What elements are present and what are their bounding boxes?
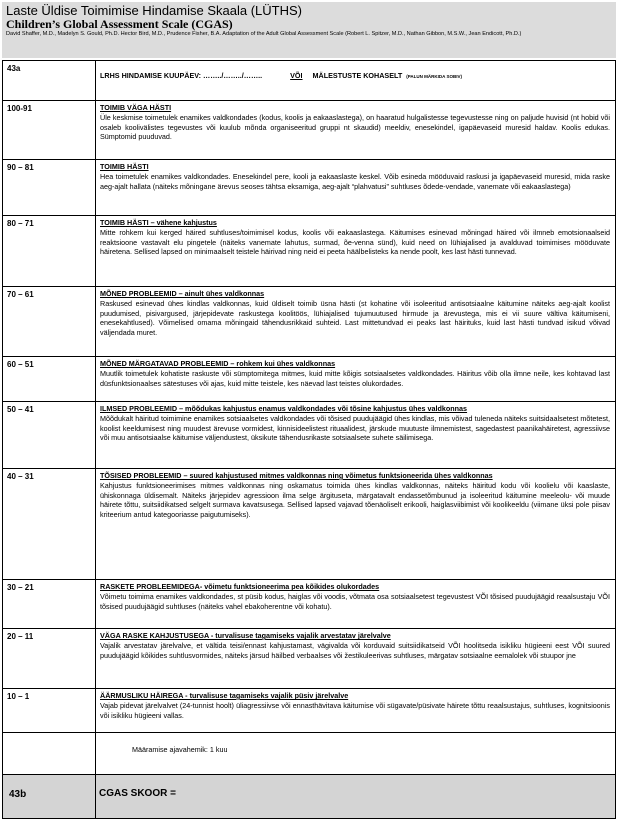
level-description: Üle keskmise toimetulek enamikes valdkondades (kodus, koolis ja eakaaslastega), on haaratud hulgalistesse tegevustesse ning on paljude huvisid (nt hobid või osaleb koolivälistes tegevustes või kuulub mõnda organiseeritud gruppi nt skaudid) meeldiv, enesekindel, igapäevaseid muresid haldav. Koolis edukas. Sümptomid puuduvad. bbox=[100, 113, 610, 141]
level-heading: MÕNED MÄRGATAVAD PROBLEEMID – rohkem kui ühes valdkonnas bbox=[100, 359, 336, 368]
cgas-scale-table bbox=[2, 60, 616, 819]
scale-row-50-41 bbox=[3, 402, 616, 469]
assessment-date-cell[interactable] bbox=[96, 61, 616, 101]
form-header bbox=[2, 2, 616, 58]
scale-row-100-91 bbox=[3, 101, 616, 160]
row-code: 43b bbox=[3, 775, 96, 819]
empty-code-cell bbox=[3, 733, 96, 775]
cgas-score-field[interactable]: CGAS SKOOR = bbox=[96, 775, 616, 819]
level-description: Hea toimetulek enamikes valdkondades. Enesekindel pere, kooli ja eakaaslaste keskel. Võib esineda mööduvaid raskusi ja igapäevaseid muresid, mida raske aeg-ajalt hallata (näiteks mõningane ärevus seoses tähtsa eksamiga, aeg-ajalt “plahvatusi” suhtluses õdede-vendade, vanemate või eakaaslastega) bbox=[100, 172, 610, 191]
row-43b bbox=[3, 775, 616, 819]
scale-row-20-11 bbox=[3, 629, 616, 689]
score-range: 100-91 bbox=[3, 101, 96, 160]
recall-note: (PALUN MÄRKIDA SOBIV) bbox=[406, 74, 462, 79]
or-label: VÕI bbox=[290, 71, 303, 80]
scale-row-60-51 bbox=[3, 357, 616, 402]
score-range: 70 – 61 bbox=[3, 287, 96, 357]
level-heading: ÄÄRMUSLIKU HÄIREGA - turvalisuse tagamiseks vajalik püsiv järelvalve bbox=[100, 691, 349, 700]
level-heading: TOIMIB HÄSTI bbox=[100, 162, 149, 171]
scale-row-70-61 bbox=[3, 287, 616, 357]
level-heading: VÄGA RASKE KAHJUSTUSEGA - turvalisuse tagamiseks vajalik arvestatav järelvalve bbox=[100, 631, 391, 640]
duration-row bbox=[3, 733, 616, 775]
level-heading: TOIMIB VÄGA HÄSTI bbox=[100, 103, 172, 112]
score-range: 40 – 31 bbox=[3, 469, 96, 580]
level-description: Mitte rohkem kui kerged häired suhtluses/toimimisel kodus, koolis või eakaaslastega. Käitumises esinevad mõningad häired või ilmneb emotsionaalseid reaktsioone vastavalt elu pingetele (näiteks vanemate lahutus, surmad, õe-venna sünd), kuid need on lühiajalised ja avalduvad toimimises mööduvate häiretena. Sellised lapsed on minimaalselt teistele häirivad ning neid ei peeta häälbelistеks ka nende poolt, kes last hästi tunnevad. bbox=[100, 228, 610, 256]
scale-row-90-81 bbox=[3, 160, 616, 216]
level-heading: TÕSISED PROBLEEMID – suured kahjustused mitmes valdkonnas ning võimetus funktsioneerida ühes valdkonnas bbox=[100, 471, 493, 480]
level-description: Vajab pidevat järelvalvet (24-tunnist hoolt) üliagressiivse või ennasthävitava käitumise või sügavate/püsivate häirete tõttu reaalsustajus, suhtluses, kognitsioonis või isikliku hügieeni vallas. bbox=[100, 701, 610, 720]
score-range: 60 – 51 bbox=[3, 357, 96, 402]
score-range: 10 – 1 bbox=[3, 689, 96, 733]
score-range: 30 – 21 bbox=[3, 580, 96, 629]
scale-row-80-71 bbox=[3, 216, 616, 287]
assessment-date-label: LRHS HINDAMISE KUUPÄEV: ……../……../…….. bbox=[100, 71, 263, 80]
score-range: 80 – 71 bbox=[3, 216, 96, 287]
level-description: Muutlik toimetulek kohatiste raskuste või sümptomitega mitmes, kuid mitte kõigis sotsiaalsetes valdkondades. Häiritus võib olla ilmne neile, kes kohtavad last düsfunktsionaalses sätestuses või ajas, kuid mitte teistele, kes näevad last teistes olukordades. bbox=[100, 369, 610, 388]
row-code: 43a bbox=[3, 61, 96, 101]
level-description: Kahjustus funktsioneerimises mitmes valdkonnas ning oskamatus toimida ühes kindlas valdkonnas, näiteks häiritud kodu või koolielu või kaaslaste, ühiskonnaga üldisemalt. Näiteks järjepidev agressioon ilma selge ärgituseta, märgatavalt endassetõmbunud ja isoleeritud käitumine meeleolu- või muude häirete tõttu, suitsiidikatsed selgelt surmava kavatsusega. Sellised lapsed vajavad tõenäoliselt erikooli, haiglasviibimist või koolikeeldu (viimane üksi pole piisav kriteerium antud kategooriasse paigutumiseks). bbox=[100, 481, 610, 519]
level-heading: MÕNED PROBLEEMID – ainult ühes valdkonnas bbox=[100, 289, 265, 298]
scale-row-40-31 bbox=[3, 469, 616, 580]
level-heading: ILMSED PROBLEEMID – mõõdukas kahjustus enamus valdkondades või tõsine kahjustus ühes valdkonnas bbox=[100, 404, 468, 413]
level-heading: RASKETE PROBLEEMIDEGA- võimetu funktsioneerima pea kõikides olukordades bbox=[100, 582, 380, 591]
level-description: Vajalik arvestatav järelvalve, et vältida teisi/ennast kahjustamast, vägivalda või korduvaid suitsiidikatseid VÕI hoolitseda isikliku hügieeni eest VÕI suured puudujäägid kõikides suhtlusvormides, näiteks järsud häilbed verbaalses või žestikuleerivas suhtluses, märgatav sotsiaalne eemalolek või stuupor jne bbox=[100, 641, 610, 660]
form-title: Laste Üldise Toimimise Hindamise Skaala (LÜTHS) bbox=[6, 3, 302, 18]
authors-line: David Shaffer, M.D., Madelyn S. Gould, Ph.D. Hector Bird, M.D., Prudence Fisher, B.A. Adaptation of the Adult Global Assessment Scale (Robert L. Spitzer, M.D., Nathan Gibbon, M.S.W., Jean Endicott, Ph.D.) bbox=[6, 31, 522, 37]
row-43a bbox=[3, 61, 616, 101]
level-description: Võimetu toimima enamikes valdkondades, st püsib kodus, haiglas või voodis, võtmata osa sotsiaalsetest tegevustest VÕI tõsised puudujäägid reaalsustaju VÕI tõsised puudujäägid suhtluses (näiteks vahel ebakoherentne või kohatu). bbox=[100, 592, 610, 611]
scale-row-30-21 bbox=[3, 580, 616, 629]
score-range: 20 – 11 bbox=[3, 629, 96, 689]
recall-label: MÄLESTUSTE KOHASELT bbox=[312, 71, 403, 80]
duration-label: Määramise ajavahemik: 1 kuu bbox=[96, 733, 616, 775]
score-range: 90 – 81 bbox=[3, 160, 96, 216]
form-subtitle: Children’s Global Assessment Scale (CGAS) bbox=[6, 17, 233, 31]
score-range: 50 – 41 bbox=[3, 402, 96, 469]
level-description: Raskused esinevad ühes kindlas valdkonnas, kuid üldiselt toimib üsna hästi (st kohatine või isoleeritud antisotsiaalne käitumine näiteks aeg-ajalt koolist puudumised, pisivargused, järjepidevate raskustega koolitöös, lühiajalised tujumuutused hirmude ja ärevustega, mis ei vii suure vältiva käitumiseni, enesekahtlused). Võimelised omama mõningaid tähendusrikkaid suhteid. Last mittetundvad ei peaks last häirituks, kuid last hästi tundvad isikud võivad väljendada muret. bbox=[100, 299, 610, 337]
scale-row-10-1 bbox=[3, 689, 616, 733]
level-heading: TOIMIB HÄSTI – vähene kahjustus bbox=[100, 218, 217, 227]
level-description: Mõõdukalt häiritud toimimine enamikes sotsiaalsetes valdkondades või tõsised puudujäägid ühes kindlas, mis võivad tuleneda näiteks suitsidaalsetest mõtetest, koolist keeldumisest ning muudest ärevuse vormidest, kinnisideelistest rituaalidest, järskude muutuste ilmnemistest, sagedastest paanikahäiretest, agressiivse või muu antisotsiaalse käitumise väljendustest, üksikute tähendusrikaste sotsiaalsete suhete säilimisega. bbox=[100, 414, 610, 442]
